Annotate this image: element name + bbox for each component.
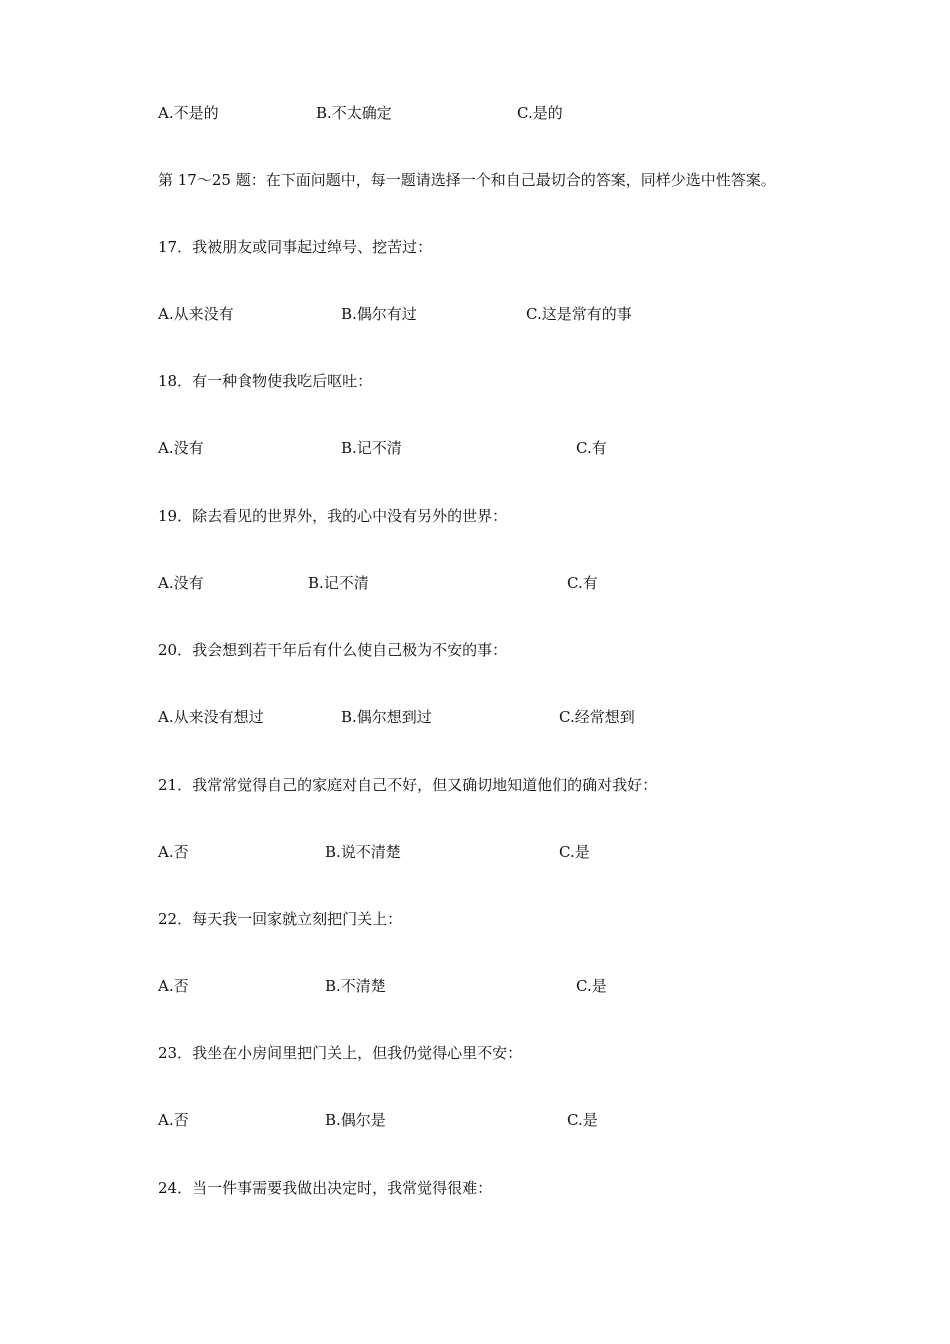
option-b: B.说不清楚	[325, 843, 401, 861]
option-a: A.从来没有想过	[158, 708, 264, 726]
option-c: C.有	[576, 439, 607, 457]
option-c: C.有	[567, 574, 598, 592]
option-b: B.偶尔有过	[341, 305, 417, 323]
question-text: 24．当一件事需要我做出决定时，我常觉得很难：	[158, 1179, 493, 1197]
option-a: A.否	[158, 843, 189, 861]
question-text: 19．除去看见的世界外，我的心中没有另外的世界：	[158, 507, 508, 525]
option-c: C.这是常有的事	[526, 305, 632, 323]
q16-option-c: C.是的	[517, 104, 563, 122]
option-b: B.不清楚	[325, 977, 386, 995]
option-c: C.是	[567, 1111, 598, 1129]
option-b: B.记不清	[308, 574, 369, 592]
option-a: A.没有	[158, 439, 204, 457]
option-a: A.没有	[158, 574, 204, 592]
option-a: A.从来没有	[158, 305, 234, 323]
option-b: B.记不清	[341, 439, 402, 457]
option-b: B.偶尔是	[325, 1111, 386, 1129]
question-text: 17．我被朋友或同事起过绰号、挖苦过：	[158, 238, 433, 256]
option-c: C.经常想到	[559, 708, 635, 726]
option-c: C.是	[576, 977, 607, 995]
q16-option-b: B.不太确定	[316, 104, 392, 122]
question-text: 18．有一种食物使我吃后呕吐：	[158, 372, 373, 390]
question-text: 22．每天我一回家就立刻把门关上：	[158, 910, 403, 928]
option-a: A.否	[158, 1111, 189, 1129]
option-c: C.是	[559, 843, 590, 861]
section-instruction: 第 17～25 题：在下面问题中，每一题请选择一个和自己最切合的答案，同样少选中性答案。	[158, 171, 776, 189]
question-text: 23．我坐在小房间里把门关上，但我仍觉得心里不安：	[158, 1044, 523, 1062]
question-text: 21．我常常觉得自己的家庭对自己不好，但又确切地知道他们的确对我好：	[158, 776, 658, 794]
option-a: A.否	[158, 977, 189, 995]
q16-option-a: A.不是的	[158, 104, 219, 122]
question-text: 20．我会想到若干年后有什么使自己极为不安的事：	[158, 641, 508, 659]
option-b: B.偶尔想到过	[341, 708, 432, 726]
